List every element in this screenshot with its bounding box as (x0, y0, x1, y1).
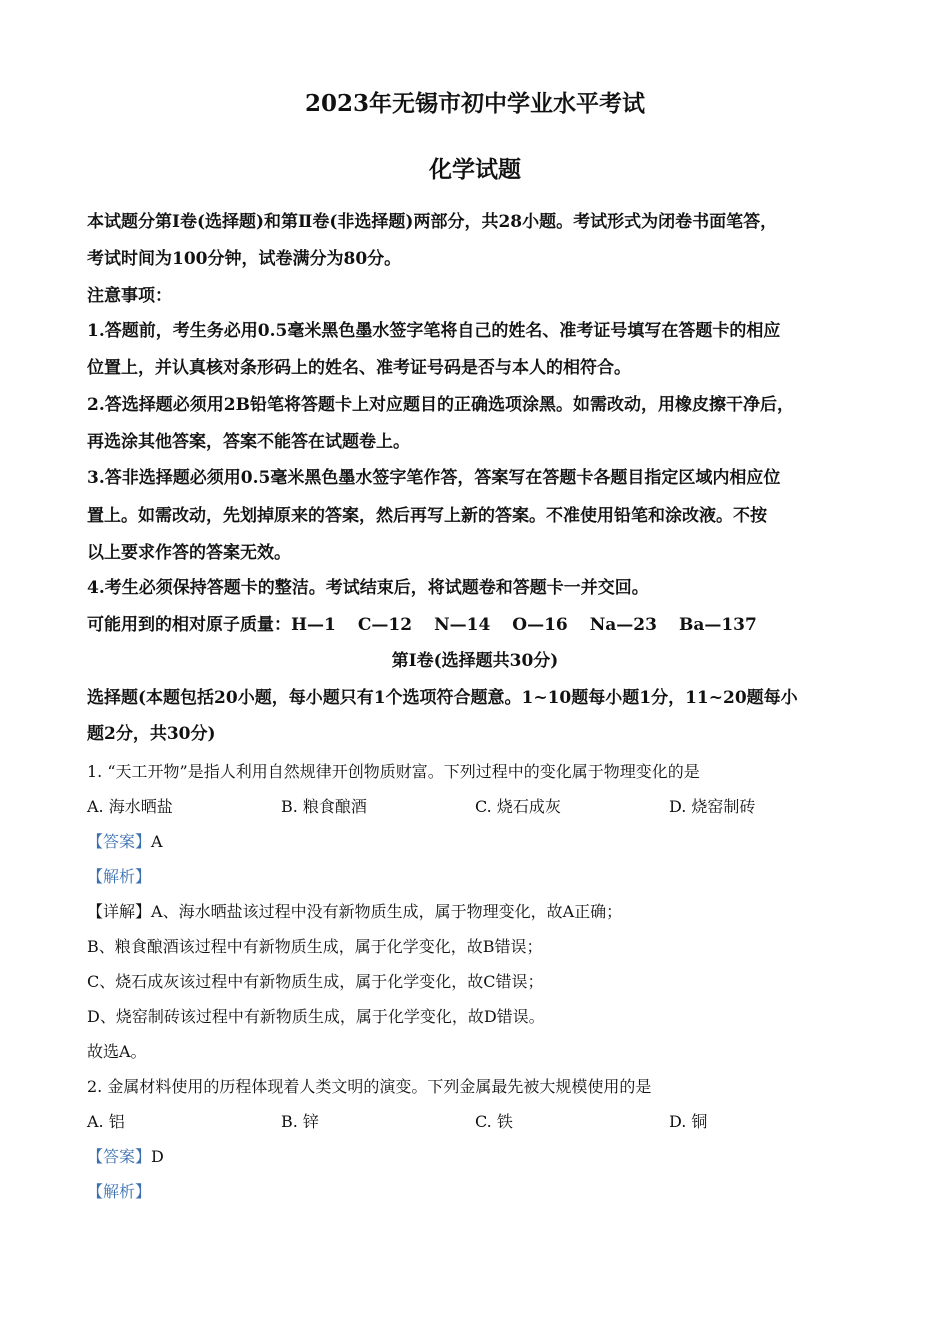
analysis-tag: 【解析】 (87, 867, 152, 886)
analysis-tag: 【解析】 (87, 1182, 152, 1201)
question-2-option-c: C. 铁 (475, 1112, 513, 1131)
atomic-mass-na: Na—23 (589, 615, 657, 635)
note-1-line-1: 1.答题前，考生务必用0.5毫米黑色墨水签字笔将自己的姓名、准考证号填写在答题卡的相应 (87, 321, 781, 341)
question-2-analysis (87, 1182, 151, 1202)
answer-tag: 【答案】 (87, 832, 152, 851)
answer-tag: 【答案】 (87, 1147, 152, 1166)
question-1-detail-line-2: B、粮食酿酒该过程中有新物质生成，属于化学变化，故B错误； (87, 937, 543, 956)
note-3-line-1: 3.答非选择题必须用0.5毫米黑色墨水签字笔作答，答案写在答题卡各题目指定区域内相应位 (87, 468, 781, 488)
note-2-line-2: 再选涂其他答案，答案不能答在试题卷上。 (87, 432, 410, 452)
atomic-mass-line (87, 615, 757, 635)
question-2-stem: 2. 金属材料使用的历程体现着人类文明的演变。下列金属最先被大规模使用的是 (87, 1077, 652, 1096)
question-1-option-a: A. 海水晒盐 (87, 797, 173, 816)
atomic-mass-ba: Ba—137 (678, 615, 757, 635)
question-2-option-d: D. 铜 (669, 1112, 708, 1131)
atomic-mass-o: O—16 (512, 615, 568, 635)
question-1-answer (87, 832, 163, 852)
question-2-option-a: A. 铝 (87, 1112, 125, 1131)
note-2-line-1: 2.答选择题必须用2B铅笔将答题卡上对应题目的正确选项涂黑。如需改动，用橡皮擦干净后， (87, 395, 794, 415)
note-3-line-2: 置上。如需改动，先划掉原来的答案，然后再写上新的答案。不准使用铅笔和涂改液。不按 (87, 506, 767, 526)
question-2-option-b: B. 锌 (281, 1112, 319, 1131)
question-1-option-c: C. 烧石成灰 (475, 797, 561, 816)
exam-title: 2023年无锡市初中学业水平考试 (304, 90, 645, 117)
question-1-detail-line-5: 故选A。 (87, 1042, 147, 1061)
detail-text: A、海水晒盐该过程中没有新物质生成，属于物理变化，故A正确； (151, 902, 623, 921)
notes-heading: 注意事项： (87, 286, 172, 306)
atomic-mass-c: C—12 (357, 615, 413, 635)
question-2-answer (87, 1147, 164, 1167)
intro-line-1: 本试题分第Ⅰ卷(选择题)和第Ⅱ卷(非选择题)两部分，共28小题。考试形式为闭卷书面笔答， (87, 212, 778, 232)
section-1-desc-line-2: 题2分，共30分) (87, 724, 216, 744)
answer-value: D (151, 1147, 164, 1166)
question-1-analysis (87, 867, 151, 887)
note-4: 4.考生必须保持答题卡的整洁。考试结束后，将试题卷和答题卡一并交回。 (87, 578, 649, 598)
note-1-line-2: 位置上，并认真核对条形码上的姓名、准考证号码是否与本人的相符合。 (87, 358, 631, 378)
atomic-mass-n: N—14 (434, 615, 491, 635)
question-1-stem: 1. “天工开物”是指人利用自然规律开创物质财富。下列过程中的变化属于物理变化的是 (87, 762, 700, 781)
answer-value: A (151, 832, 163, 851)
question-1-detail-line-1 (87, 902, 622, 922)
atomic-mass-h: H—1 (291, 615, 336, 635)
question-1-detail-line-3: C、烧石成灰该过程中有新物质生成，属于化学变化，故C错误； (87, 972, 544, 991)
atomic-mass-label: 可能用到的相对原子质量： (87, 615, 291, 635)
intro-line-2: 考试时间为100分钟，试卷满分为80分。 (87, 249, 402, 269)
question-1-option-d: D. 烧窑制砖 (669, 797, 756, 816)
question-1-detail-line-4: D、烧窑制砖该过程中有新物质生成，属于化学变化，故D错误。 (87, 1007, 545, 1026)
section-1-title: 第Ⅰ卷(选择题共30分) (391, 651, 559, 671)
note-3-line-3: 以上要求作答的答案无效。 (87, 543, 291, 563)
exam-subtitle: 化学试题 (429, 156, 521, 183)
detail-tag: 【详解】 (87, 902, 152, 921)
question-1-option-b: B. 粮食酿酒 (281, 797, 367, 816)
section-1-desc-line-1: 选择题(本题包括20小题，每小题只有1个选项符合题意。1~10题每小题1分，11~20题每小 (87, 688, 798, 708)
